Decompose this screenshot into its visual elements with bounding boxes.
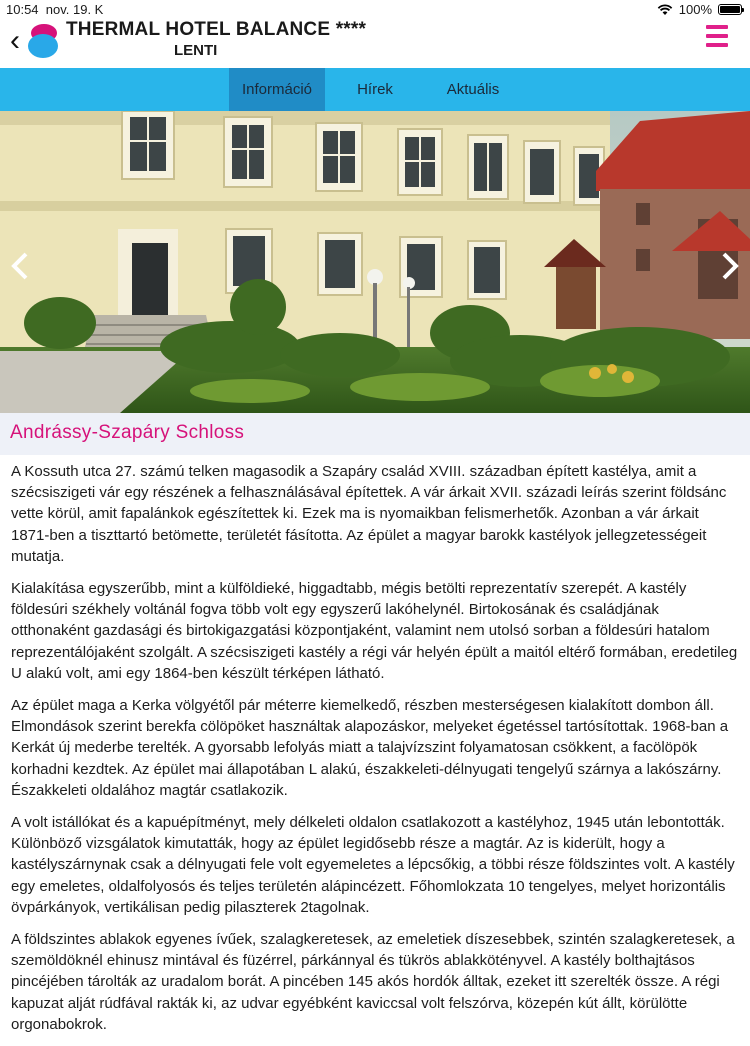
castle-photo (0, 111, 750, 413)
carousel-next-button[interactable] (720, 251, 740, 289)
status-bar (0, 0, 750, 20)
status-date: nov. 19. K (45, 2, 104, 17)
hotel-location: LENTI (174, 42, 218, 59)
article-heading-bar (0, 413, 750, 455)
chevron-right-icon (720, 251, 740, 281)
battery-level-fill (720, 6, 740, 13)
battery-icon (718, 4, 742, 15)
battery-percent: 100% (678, 2, 712, 17)
article-paragraph: A Kossuth utca 27. számú telken magasodik a Szapáry család XVIII. században épített kastélya, amit a szécsiszigeti vár egy részének a felhasználásával építettek. A vár árkait XVII. századi leírás szerint földsánc vette körül, amit fapalánkok egészítettek ki. Ezek ma is nyomaikban felismerhetők. Azonban a vár árkait 1871-ben a tiszttartó betömette, területét fásította. Az épület a magyar barokk kastélyok jellegzetességeit mutatja. (11, 463, 727, 565)
tab-aktualis[interactable]: Aktuális (446, 81, 500, 98)
back-button[interactable] (10, 26, 20, 56)
article-paragraph: Kialakítása egyszerűbb, mint a külföldieké, higgadtabb, mégis betölti reprezentatív szerepét. A kastély földesúri székhely voltánál fogva több volt egy egyszerű lakóhelynél. Birtokosának és családjának otthonaként gazdasági és birtokigazgatási központjaként, valamint nem utolsó sorban a földesúri hatalom reprezentálójaként szolgált. A szécsiszigeti kastély a régi vár helyén épült a maitól eltérő formában, eredetileg U alakú volt, ami egy 1864-ben készült térképen látható. (11, 580, 738, 682)
chevron-left-icon (10, 251, 30, 281)
hotel-title: THERMAL HOTEL BALANCE **** (66, 19, 367, 40)
tab-hirek[interactable]: Hírek (357, 81, 393, 98)
chevron-left-icon: ‹ (10, 24, 20, 57)
carousel-prev-button[interactable] (10, 251, 30, 289)
status-time: 10:54 (6, 2, 39, 17)
article-paragraph: Az épület maga a Kerka völgyétől pár méterre kiemelkedő, részben mesterségesen kialakított dombon áll. Elmondások szerint berekfa cölöpöket használtak alapozáskor, melyeket égetéssel tartósítottak. 1968-ban a Kerkát új mederbe terelték. A gyorsabb lefolyás miatt a talajvízszint folyamatosan csökkent, a facölöpök korhadni kezdtek. Az épület mai állapotában L alakú, északkeleti-délnyugati tengelyű szárnya a lakószárny. Északkeleti oldalához magtár csatlakozik. (11, 697, 729, 799)
wifi-icon (657, 4, 673, 16)
article-paragraph: A volt istállókat és a kapuépítményt, mely délkeleti oldalon csatlakozott a kastélyhoz, 1945 után lebontották. Különböző vizsgálatok kimutatták, hogy az épület legidősebb része a magtár. Az is kiderült, hogy a kastélyszárnynak csak a délnyugati fele volt egyemeletes a lépcsőkig, a többi része földszintes volt. A kastély egy emeletes, oldalfolyosós és teljes területén alápincézett. Főhomlokzata 10 tengelyes, melyet horizontális övpárkányok, vertikálisan pedig pilaszterek 2tagolnak. (11, 814, 735, 916)
hero-carousel[interactable] (0, 111, 750, 413)
hotel-logo (24, 21, 64, 61)
app-header (0, 18, 750, 68)
article-title: Andrássy-Szapáry Schloss (10, 422, 245, 443)
article-body (11, 461, 741, 1046)
tab-informacio[interactable]: Információ (229, 68, 325, 111)
hamburger-menu-icon[interactable] (706, 25, 728, 52)
tab-bar (0, 68, 750, 111)
article-paragraph: A földszintes ablakok egyenes ívűek, szalagkeretesek, az emeletiek díszesebbek, szintén szalagkeretesek, a szemöldöknél ehinusz mintával és füzérrel, párkánnyal és tükrös ablakkötényvel. A kastély bolthajtásos pincéjében tárolták az uradalom borát. A pincében 145 akós hordók álltak, ezeket itt szerelték össze. A régi kapuzat alját rúdfával rakták ki, az udvar egyébként kaviccsal volt felszórva, közepén kút állt, körülötte orgonabokrok. (11, 931, 735, 1033)
